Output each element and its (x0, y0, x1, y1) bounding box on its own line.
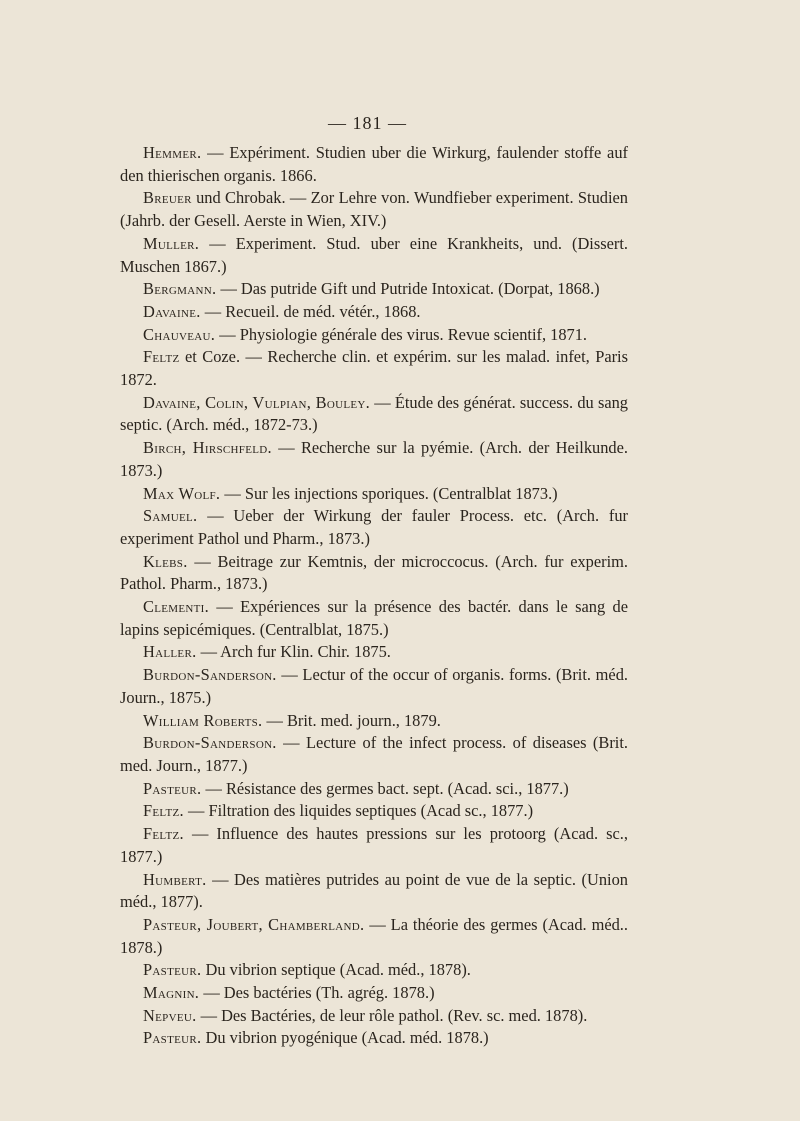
entry-author: Burdon-Sanderson. (143, 665, 277, 685)
entry-author: Davaine. (143, 301, 201, 321)
bibliography-entry (120, 664, 628, 709)
bibliography-list (120, 142, 628, 1050)
entry-author: Breuer (143, 188, 192, 208)
bibliography-entry (120, 959, 628, 982)
entry-author: Burdon-Sanderson. (143, 733, 277, 753)
entry-text: Du vibrion pyogénique (Acad. méd. 1878.) (201, 1028, 489, 1048)
bibliography-entry (120, 823, 628, 868)
entry-author: Muller. (143, 233, 200, 253)
entry-author: Samuel. (143, 506, 198, 526)
entry-author: Birch, Hirschfeld. (143, 438, 272, 458)
entry-author: Davaine, Colin, Vulpian, Bouley. (143, 392, 371, 412)
entry-author: Max Wolf. (143, 483, 221, 503)
entry-text: — Expériences sur la présence des bactér. dans le sang de lapins sepicémiques. (Centralblat, 1875.) (120, 597, 628, 639)
entry-text: — Brit. med. journ., 1879. (262, 710, 441, 730)
bibliography-entry (120, 778, 628, 801)
bibliography-entry (120, 437, 628, 482)
entry-author: Pasteur. (143, 1028, 202, 1048)
entry-text: — Beitrage zur Kemtnis, der microccocus. (Arch. fur experim. Pathol. Pharm., 1873.) (120, 551, 628, 594)
entry-text: — La théorie des germes (Acad. méd.. 1878.) (120, 914, 628, 957)
entry-author: Chauveau. (143, 324, 216, 344)
bibliography-entry (120, 505, 628, 550)
entry-text: — Des Bactéries, de leur rôle pathol. (Rev. sc. med. 1878). (196, 1005, 588, 1025)
entry-text: — Lecture of the infect process. of diseases (Brit. med. Journ., 1877.) (120, 733, 628, 775)
bibliography-entry (120, 392, 628, 437)
bibliography-entry (120, 483, 628, 506)
entry-text: — Ueber der Wirkung der fauler Process. etc. (Arch. fur experiment Pathol und Pharm., 1873.) (120, 506, 628, 548)
entry-text: — Lectur of the occur of organis. forms. (Brit. méd. Journ., 1875.) (120, 665, 628, 707)
bibliography-entry (120, 641, 628, 664)
entry-text: — Expériment. Studien uber die Wirkurg, faulender stoffe auf den thierischen organis. 1866. (120, 143, 628, 185)
bibliography-entry (120, 596, 628, 641)
bibliography-entry (120, 710, 628, 733)
bibliography-entry (120, 346, 628, 391)
entry-text: et Coze. — Recherche clin. et expérim. sur les malad. infet, Paris 1872. (120, 347, 628, 390)
entry-author: Feltz. (143, 824, 184, 844)
entry-text: — Des matières putrides au point de vue de la septic. (Union méd., 1877). (120, 869, 628, 912)
entry-author: Bergmann. (143, 279, 217, 299)
entry-author: Pasteur. (143, 960, 202, 980)
entry-text: Du vibrion septique (Acad. méd., 1878). (201, 960, 471, 980)
bibliography-entry (120, 551, 628, 596)
bibliography-entry (120, 187, 628, 232)
entry-author: Haller. (143, 642, 197, 662)
entry-author: Clementi. (143, 597, 209, 617)
entry-author: Nepveu. (143, 1005, 197, 1025)
entry-text: und Chrobak. — Zor Lehre von. Wundfieber experiment. Studien (Jahrb. der Gesell. Aerste in Wien, XIV.) (120, 188, 628, 231)
bibliography-entry (120, 324, 628, 347)
bibliography-entry (120, 914, 628, 959)
entry-author: Hemmer. (143, 143, 202, 162)
entry-text: — Physiologie générale des virus. Revue scientif, 1871. (215, 324, 588, 344)
entry-author: Feltz. (143, 801, 184, 821)
entry-text: — Sur les injections sporiques. (Centralblat 1873.) (220, 483, 558, 503)
entry-author: Pasteur, Joubert, Chamberland. (143, 914, 365, 934)
entry-author: Magnin. (143, 983, 200, 1003)
entry-text: — Résistance des germes bact. sept. (Acad. sci., 1877.) (201, 778, 569, 798)
entry-text: — Des bactéries (Th. agrég. 1878.) (199, 983, 435, 1003)
bibliography-entry (120, 233, 628, 278)
entry-author: William Roberts. (143, 710, 263, 730)
entry-author: Humbert. (143, 869, 207, 889)
entry-text: — Recueil. de méd. vétér., 1868. (200, 301, 421, 321)
entry-text: — Filtration des liquides septiques (Acad sc., 1877.) (183, 801, 534, 821)
entry-author: Feltz (143, 347, 180, 367)
bibliography-entry (120, 982, 628, 1005)
bibliography-entry (120, 142, 628, 187)
bibliography-entry (120, 800, 628, 823)
page-number: — 181 — (328, 113, 407, 133)
entry-text: — Das putride Gift und Putride Intoxicat. (Dorpat, 1868.) (216, 279, 600, 299)
bibliography-entry (120, 1027, 628, 1050)
entry-text: — Experiment. Stud. uber eine Krankheits, und. (Dissert. Muschen 1867.) (120, 233, 628, 276)
entry-text: — Influence des hautes pressions sur les protoorg (Acad. sc., 1877.) (120, 824, 628, 866)
entry-text: — Arch fur Klin. Chir. 1875. (196, 642, 391, 662)
bibliography-entry (120, 869, 628, 914)
entry-author: Pasteur. (143, 778, 202, 798)
bibliography-entry (120, 1005, 628, 1028)
bibliography-entry (120, 732, 628, 777)
bibliography-entry (120, 278, 628, 301)
entry-text: — Recherche sur la pyémie. (Arch. der Heilkunde. 1873.) (120, 438, 628, 480)
entry-text: — Étude des générat. success. du sang septic. (Arch. méd., 1872-73.) (120, 392, 629, 435)
bibliography-entry (120, 301, 628, 324)
entry-author: Klebs. (143, 551, 188, 571)
